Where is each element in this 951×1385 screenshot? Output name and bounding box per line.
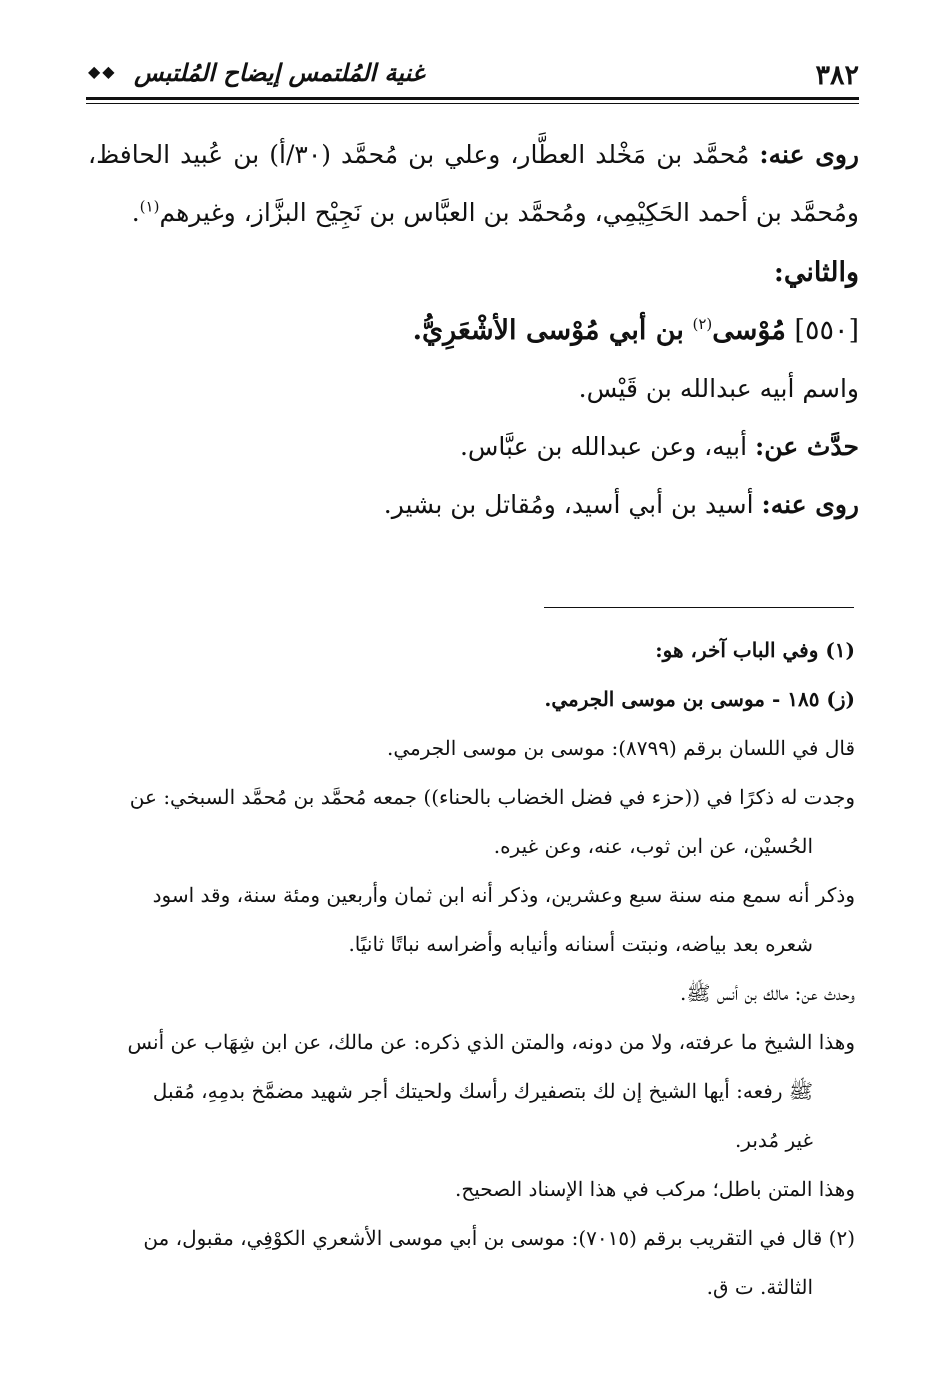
header-rule-thick <box>86 97 859 100</box>
footnote-line: الحُسيْن، عن ابن ثوب، عنه، وعن غيره. <box>493 834 813 858</box>
entry-number: [٥٥٠] <box>794 315 859 346</box>
page-header <box>88 58 859 92</box>
entry-name-part2: بن أبي مُوْسى الأشْعَرِيُّ. <box>412 315 684 346</box>
page-number: ٣٨٢ <box>815 60 859 91</box>
narrated-from-text: أبيه، وعن عبدالله بن عبَّاس. <box>459 432 748 461</box>
footnote-line: غير مُدبر. <box>734 1128 813 1152</box>
footnote-line: ﷺ رفعه: أيها الشيخ إن لك بتصفيرك رأسك ولحيتك أجر شهيد مضمَّخ بدمِهِ، مُقبل <box>152 1079 813 1103</box>
narrators-from-label: روى عنه: <box>759 140 860 169</box>
entry-title <box>88 302 859 360</box>
main-text <box>88 126 859 534</box>
footnote-line: (١) وفي الباب آخر، هو: <box>655 638 855 662</box>
sentence-end: . <box>131 198 140 227</box>
footnote-line: شعره بعد بياضه، ونبتت أسنانه وأنيابه وأضراسه نباتًا ثانيًا. <box>348 932 813 956</box>
running-title: غنية المُلتمس إيضاح المُلتبس <box>134 58 425 87</box>
footnote-line: وهذا المتن باطل؛ مركب في هذا الإسناد الصحيح. <box>454 1177 855 1201</box>
narrators-from-paragraph-2 <box>88 476 859 534</box>
header-rule-thin <box>86 103 859 104</box>
footnote-line: قال في اللسان برقم (٨٧٩٩): موسى بن موسى الجرمي. <box>386 736 855 760</box>
footnote-line: الثالثة. ت ق. <box>706 1275 813 1299</box>
footnotes <box>80 626 855 1312</box>
narrators-from-text: مُحمَّد بن مَخْلد العطَّار، وعلي بن مُحمَّد (٣٠/أ) بن عُبيد الحافظ، ومُحمَّد بن أحمد الحَكِيْمِي، ومُحمَّد بن العبَّاس بن نَجِيْح البزَّاز، وغيرهم <box>88 140 859 227</box>
father-name-line: واسم أبيه عبدالله بن قَيْس. <box>578 374 859 403</box>
footnote-line: وحدث عن: مالك بن أنس ﷺ. <box>680 981 855 1005</box>
narrators-from-label-2: روى عنه: <box>761 490 859 519</box>
footnote-ref-2: (٢) <box>692 315 713 333</box>
entry-name-part1: مُوْسى <box>712 315 786 346</box>
footnote-separator <box>544 607 854 608</box>
narrated-from-paragraph <box>88 418 859 476</box>
diamond-ornament-icon: ◆◆ <box>88 62 117 81</box>
footnote-line: وهذا الشيخ ما عرفته، ولا من دونه، والمتن الذي ذكره: عن مالك، عن ابن شِهَاب عن أنس <box>127 1030 855 1054</box>
footnote-line: وذكر أنه سمع منه سنة سبع وعشرين، وذكر أنه ابن ثمان وأربعين ومئة سنة، وقد اسود <box>152 883 855 907</box>
footnote-ref-1: (١) <box>139 197 160 216</box>
footnote-line: (ز) ١٨٥ - موسى بن موسى الجرمي. <box>544 687 855 711</box>
section-heading: والثاني: <box>773 257 859 288</box>
narrated-from-label: حدَّث عن: <box>755 432 859 461</box>
footnote-line: (٢) قال في التقريب برقم (٧٠١٥): موسى بن أبي موسى الأشعري الكوْفِي، مقبول، من <box>143 1226 855 1250</box>
footnote-line: وجدت له ذكرًا في ((حزء في فضل الخضاب بالحناء)) جمعه مُحمَّد بن مُحمَّد السبخي: عن <box>129 785 855 809</box>
narrators-from-paragraph <box>88 126 859 242</box>
narrators-from-text-2: أسيد بن أبي أسيد، ومُقاتل بن بشير. <box>383 490 754 519</box>
